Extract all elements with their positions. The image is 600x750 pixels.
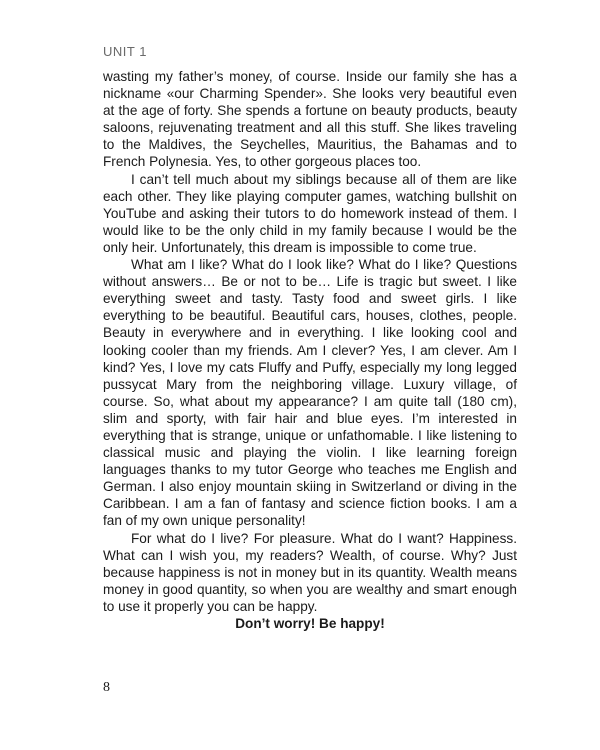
paragraph-continued: wasting my father’s money, of course. Inside our family she has a nickname «our Charming Spender». She looks very beautiful even at the age of forty. She spends a fortune on beauty products, beauty saloons, rejuvenating treatment and all this stuff. She likes traveling to the Maldives, the Seychelles, Mauritius, the Bahamas and to French Polynesia. Yes, to other gorgeous places too. (103, 69, 517, 170)
paragraph-siblings: I can’t tell much about my siblings because all of them are like each other. They like playing computer games, watching bullshit on YouTube and asking their tutors to do homework instead of them. I would like to be the only child in my family because I would be the only heir. Unfortunately, this dream is impossible to come true. (103, 171, 517, 255)
page-number: 8 (103, 680, 110, 695)
closing-line: Don’t worry! Be happy! (235, 616, 385, 631)
running-header: UNIT 1 (103, 44, 147, 59)
paragraph-self-description: What am I like? What do I look like? What do I like? Questions without answers… Be or not to be… Life is tragic but sweet. I like everything sweet and tasty. Tasty food and sweet girls. I like everything to be beautiful. Beautiful cars, houses, clothes, people. Beauty in everywhere and in everything. I like looking cool and looking cooler than my friends. Am I clever? Yes, I am clever. Am I kind? Yes, I love my cats Fluffy and Puffy, especially my long legged pussycat Mary from the neighboring village. Luxury village, of course. So, what about my appearance? I am quite tall (180 cm), slim and sporty, with fair hair and blue eyes. I’m interested in everything that is strange, unique or unfathomable. I like listening to classical music and playing the violin. I like learning foreign languages thanks to my tutor George who teaches me English and German. I also enjoy mountain skiing in Switzerland or diving in the Caribbean. I am a fan of fantasy and science fiction books. I am a fan of my own unique personality! (103, 257, 517, 529)
body-text (103, 68, 517, 632)
paragraph-life-purpose: For what do I live? For pleasure. What do I want? Happiness. What can I wish you, my readers? Wealth, of course. Why? Just because happiness is not in money but in its quantity. Wealth means money in good quantity, so when you are wealthy and smart enough to use it properly you can be happy. (103, 530, 517, 614)
